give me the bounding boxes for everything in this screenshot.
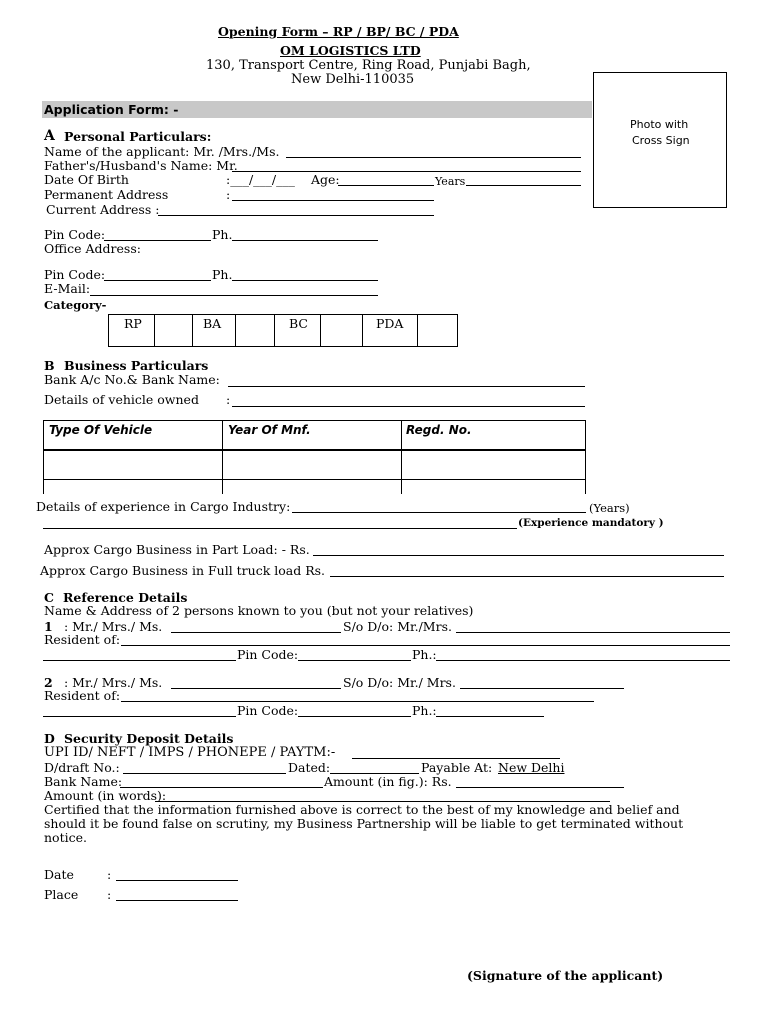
certification-line2: should it be found false on scrutiny, my Business Partnership will be liable to get terminated without (44, 816, 684, 831)
permanent-address-field[interactable] (232, 200, 434, 201)
vehicle-owned-label: Details of vehicle owned (44, 392, 199, 407)
section-a-title: Personal Particulars: (64, 129, 212, 144)
certification-line1: Certified that the information furnished above is correct to the best of my knowledge and belief and (44, 802, 680, 817)
reference-intro: Name & Address of 2 persons known to you (but not your relatives) (44, 603, 474, 618)
company-address-line2: New Delhi-110035 (291, 72, 415, 87)
experience-field[interactable] (292, 512, 586, 513)
age-field[interactable] (338, 185, 434, 186)
dob-label: Date Of Birth (44, 172, 129, 187)
full-load-label: Approx Cargo Business in Full truck load Rs. (40, 563, 326, 578)
application-bar-label: Application Form: - (44, 102, 179, 117)
photo-label-line1: Photo with (630, 118, 689, 131)
applicant-name-field[interactable] (286, 157, 581, 158)
place-colon: : (107, 887, 112, 902)
father-name-label: Father's/Husband's Name: Mr. (44, 158, 238, 173)
email-label: E-Mail: (44, 281, 91, 296)
ref1-so-field[interactable] (456, 632, 730, 633)
ref2-resident-label: Resident of: (44, 688, 121, 703)
ref2-pin-label: Pin Code: (237, 703, 299, 718)
section-c-title: Reference Details (63, 590, 188, 605)
category-ba: BA (203, 316, 222, 331)
section-b-letter: B (44, 358, 55, 373)
applicant-name-label: Name of the applicant: Mr. /Mrs./Ms. (44, 144, 280, 159)
category-bc: BC (289, 316, 308, 331)
date-label: Date (44, 867, 74, 882)
category-rp: RP (124, 316, 142, 331)
amount-fig-field[interactable] (456, 787, 624, 788)
year-of-mnf-header: Year Of Mnf. (228, 423, 311, 437)
place-label: Place (44, 887, 79, 902)
part-load-label: Approx Cargo Business in Part Load: - Rs. (44, 542, 310, 557)
ref1-name-label: : Mr./ Mrs./ Ms. (64, 619, 163, 634)
certification-line3: notice. (44, 830, 87, 845)
vehicle-owned-field[interactable] (232, 406, 585, 407)
section-d-letter: D (44, 731, 55, 746)
ref2-number: 2 (44, 675, 53, 690)
ref2-address-field[interactable] (43, 716, 236, 717)
vehicle-type-cell[interactable] (45, 452, 221, 478)
experience-note: (Experience mandatory ) (518, 517, 664, 529)
phone-field-2[interactable] (232, 280, 378, 281)
photo-label-line2: Cross Sign (632, 134, 690, 147)
full-load-field[interactable] (330, 576, 724, 577)
upi-field[interactable] (352, 758, 560, 759)
regd-no-cell[interactable] (403, 452, 584, 478)
regd-no-header: Regd. No. (406, 423, 472, 437)
ref1-phone-field[interactable] (436, 660, 730, 661)
vehicle-table-top (43, 420, 586, 421)
ref2-pin-field[interactable] (298, 716, 411, 717)
phone-field-1[interactable] (232, 240, 378, 241)
years-field[interactable] (466, 185, 581, 186)
ref2-so-field[interactable] (460, 688, 624, 689)
payable-label: Payable At: (421, 760, 493, 775)
ref1-pin-label: Pin Code: (237, 647, 299, 662)
section-c-letter: C (44, 590, 54, 605)
date-field[interactable] (116, 880, 238, 881)
email-field[interactable] (90, 295, 378, 296)
permanent-address-label: Permanent Address (44, 187, 169, 202)
dob-field[interactable]: :___/___/___ (226, 172, 295, 187)
date-colon: : (107, 867, 112, 882)
category-pda-checkbox[interactable] (418, 315, 455, 345)
years-label: Years (435, 175, 466, 188)
category-ba-checkbox[interactable] (236, 315, 273, 345)
ref2-phone-field[interactable] (436, 716, 544, 717)
category-rp-checkbox[interactable] (155, 315, 191, 345)
bank-account-label: Bank A/c No.& Bank Name: (44, 372, 220, 387)
ref1-pin-field[interactable] (298, 660, 411, 661)
ref1-phone-label: Ph.: (412, 647, 437, 662)
pin-code-label-1: Pin Code: (44, 227, 106, 242)
draft-no-field[interactable] (123, 773, 286, 774)
ref1-so-label: S/o D/o: Mr./Mrs. (343, 619, 452, 634)
ref1-address-field[interactable] (43, 660, 236, 661)
section-d-title: Security Deposit Details (64, 731, 234, 746)
pin-code-field-2[interactable] (104, 280, 211, 281)
experience-label: Details of experience in Cargo Industry: (36, 499, 291, 514)
ref2-so-label: S/o D/o: Mr./ Mrs. (343, 675, 456, 690)
signature-label: (Signature of the applicant) (467, 968, 664, 983)
bank-name-label: Bank Name: (44, 774, 123, 789)
pin-code-label-2: Pin Code: (44, 267, 106, 282)
experience-years: (Years) (589, 501, 630, 515)
bank-account-field[interactable] (228, 386, 585, 387)
current-address-field[interactable] (158, 215, 434, 216)
vehicle-type-header: Type Of Vehicle (49, 423, 153, 437)
phone-label-1: Ph. (212, 227, 233, 242)
ref2-resident-field[interactable] (121, 701, 594, 702)
experience-field-2[interactable] (43, 528, 517, 529)
upi-label: UPI ID/ NEFT / IMPS / PHONEPE / PAYTM:- (44, 745, 336, 760)
amount-words-label: Amount (in words): (44, 788, 167, 803)
company-address-line1: 130, Transport Centre, Ring Road, Punjabi Bagh, (206, 58, 531, 73)
permanent-address-colon: : (226, 187, 231, 202)
category-bc-checkbox[interactable] (321, 315, 361, 345)
section-b-title: Business Particulars (64, 358, 209, 373)
ref1-name-field[interactable] (171, 632, 341, 633)
vehicle-owned-colon: : (226, 392, 231, 407)
ref2-name-field[interactable] (171, 688, 341, 689)
payable-value: New Delhi (498, 760, 565, 775)
age-label: Age: (311, 172, 340, 187)
form-title: Opening Form – RP / BP/ BC / PDA (218, 24, 459, 39)
draft-no-label: D/draft No.: (44, 760, 120, 775)
company-name: OM LOGISTICS LTD (280, 43, 421, 58)
amount-fig-label: Amount (in fig.): Rs. (324, 774, 452, 789)
phone-label-2: Ph. (212, 267, 233, 282)
year-of-mnf-cell[interactable] (224, 452, 400, 478)
office-address-label: Office Address: (44, 241, 141, 256)
ref1-resident-label: Resident of: (44, 632, 121, 647)
ref1-number: 1 (44, 619, 53, 634)
ref1-resident-field[interactable] (121, 645, 730, 646)
category-label: Category- (44, 298, 107, 312)
ref2-name-label: : Mr./ Mrs./ Ms. (64, 675, 163, 690)
section-a-letter: A (44, 128, 55, 144)
ref2-phone-label: Ph.: (412, 703, 437, 718)
category-pda: PDA (376, 316, 404, 331)
dated-label: Dated: (288, 760, 331, 775)
part-load-field[interactable] (313, 555, 724, 556)
current-address-label: Current Address : (46, 202, 160, 217)
place-field[interactable] (116, 900, 238, 901)
